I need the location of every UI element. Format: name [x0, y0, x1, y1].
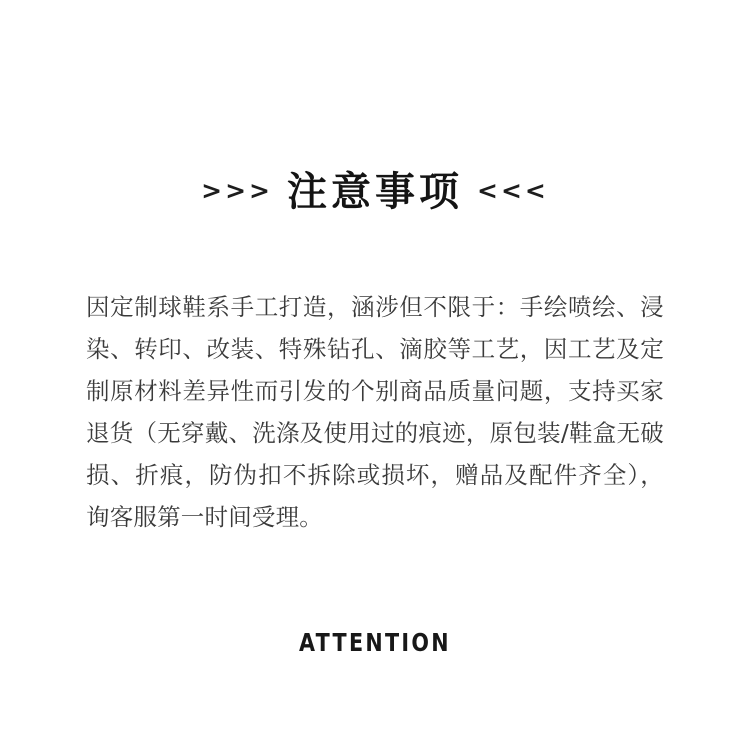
footer-wordmark: ATTENTION: [299, 628, 451, 657]
left-arrows-decoration: >>>: [201, 176, 273, 205]
page-title-text: 注意事项: [287, 169, 463, 215]
notice-paragraph: 因定制球鞋系手工打造，涵涉但不限于：手绘喷绘、浸染、转印、改装、特殊钻孔、滴胶等工艺，因工艺及定制原材料差异性而引发的个别商品质量问题，支持买家退货（无穿戴、洗涤及使用过的痕迹，原包装/鞋盒无破损、折痕，防伪扣不拆除或损坏，赠品及配件齐全），询客服第一时间受理。: [86, 292, 664, 531]
right-arrows-decoration: <<<: [477, 176, 549, 205]
page-title: [0, 169, 750, 215]
